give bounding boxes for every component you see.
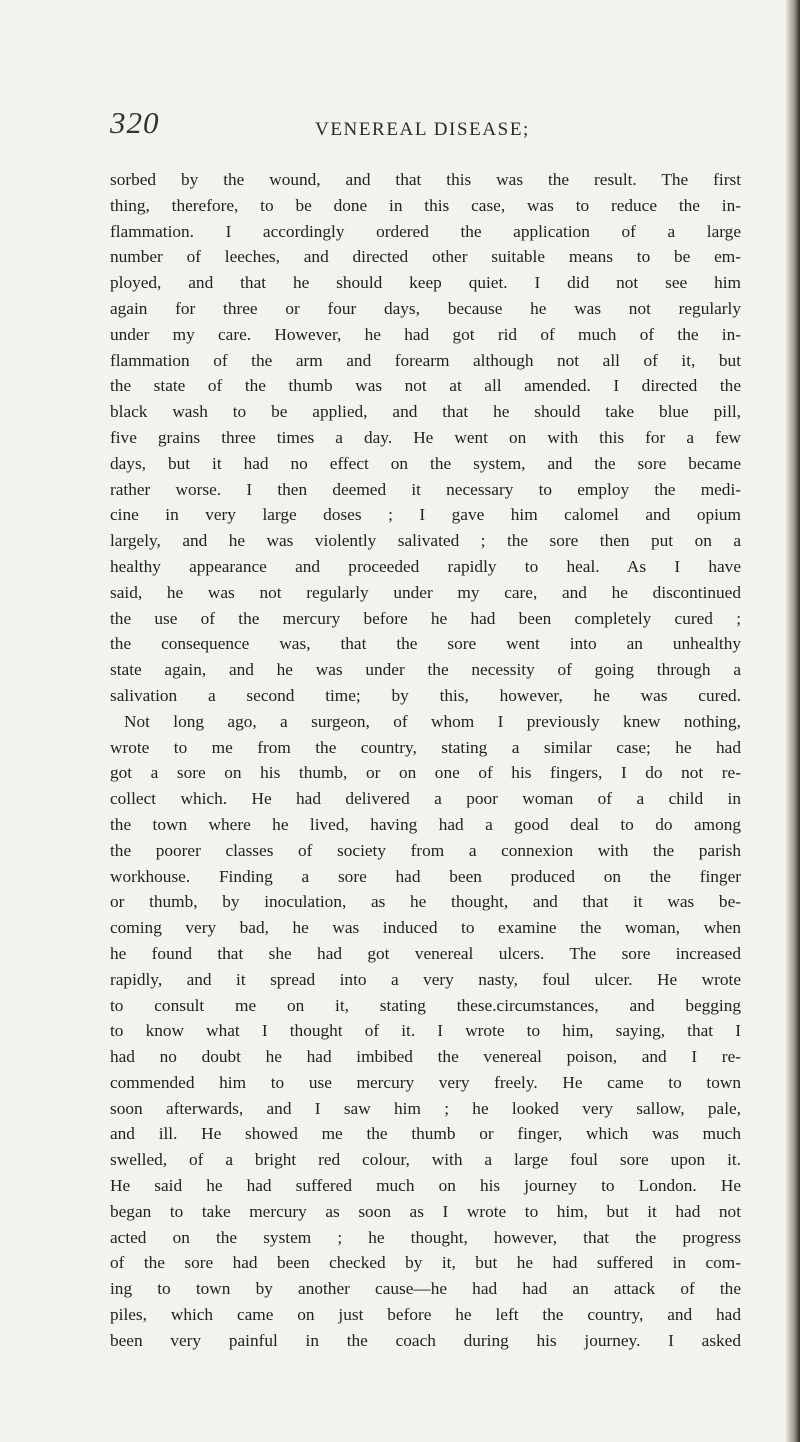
text-line: the town where he lived, having had a good deal to do among	[110, 814, 741, 834]
paragraph	[110, 709, 741, 1354]
running-title: VENEREAL DISEASE;	[315, 119, 530, 140]
text-line: cine in very large doses ; I gave him calomel and opium	[110, 505, 741, 525]
text-line: He said he had suffered much on his journey to London. He	[110, 1176, 741, 1196]
text-line: he found that she had got venereal ulcers. The sore increased	[110, 943, 741, 963]
text-line: and ill. He showed me the thumb or finger, which was much	[110, 1124, 741, 1144]
text-line: largely, and he was violently salivated ; the sore then put on a	[110, 531, 741, 551]
text-line: to consult me on it, stating these.circumstances, and begging	[110, 995, 741, 1015]
text-line: soon afterwards, and I saw him ; he looked very sallow, pale,	[110, 1098, 741, 1118]
text-line: or thumb, by inoculation, as he thought, and that it was be-	[110, 892, 741, 912]
text-line: got a sore on his thumb, or on one of his fingers, I do not re-	[110, 763, 741, 783]
text-line: ing to town by another cause—he had had an attack of the	[110, 1279, 741, 1299]
text-line: thing, therefore, to be done in this case, was to reduce the in-	[110, 195, 741, 215]
text-line: number of leeches, and directed other suitable means to be em-	[110, 247, 741, 267]
text-line: collect which. He had delivered a poor woman of a child in	[110, 789, 741, 809]
text-line: under my care. However, he had got rid of much of the in-	[110, 324, 741, 344]
text-line: rather worse. I then deemed it necessary to employ the medi-	[110, 479, 741, 499]
text-line: swelled, of a bright red colour, with a large foul sore upon it.	[110, 1150, 741, 1170]
text-line: again for three or four days, because he was not regularly	[110, 298, 741, 318]
text-line: healthy appearance and proceeded rapidly to heal. As I have	[110, 556, 741, 576]
text-line: ployed, and that he should keep quiet. I did not see him	[110, 273, 741, 293]
text-line: piles, which came on just before he left the country, and had	[110, 1305, 741, 1325]
body-text	[110, 167, 741, 1354]
text-line: the poorer classes of society from a connexion with the parish	[110, 840, 741, 860]
text-line: began to take mercury as soon as I wrote to him, but it had not	[110, 1201, 741, 1221]
text-line: been very painful in the coach during his journey. I asked	[110, 1330, 741, 1350]
paragraph	[110, 167, 741, 709]
text-line: flammation of the arm and forearm although not all of it, but	[110, 350, 741, 370]
book-spine-edge	[786, 0, 800, 1442]
text-line: Not long ago, a surgeon, of whom I previously knew nothing,	[124, 711, 741, 731]
text-line: workhouse. Finding a sore had been produced on the finger	[110, 866, 741, 886]
text-line: coming very bad, he was induced to examine the woman, when	[110, 918, 741, 938]
text-line: five grains three times a day. He went on with this for a few	[110, 427, 741, 447]
text-line: salivation a second time; by this, however, he was cured.	[110, 685, 741, 705]
text-line: the state of the thumb was not at all amended. I directed the	[110, 376, 741, 396]
text-line: the consequence was, that the sore went into an unhealthy	[110, 634, 741, 654]
text-line: commended him to use mercury very freely. He came to town	[110, 1072, 741, 1092]
text-line: the use of the mercury before he had been completely cured ;	[110, 608, 741, 628]
text-line: of the sore had been checked by it, but he had suffered in com-	[110, 1253, 741, 1273]
text-line: acted on the system ; he thought, however, that the progress	[110, 1227, 741, 1247]
page-header	[110, 105, 710, 145]
text-line: said, he was not regularly under my care, and he discontinued	[110, 582, 741, 602]
text-line: state again, and he was under the necessity of going through a	[110, 660, 741, 680]
text-line: black wash to be applied, and that he should take blue pill,	[110, 402, 741, 422]
text-line: wrote to me from the country, stating a similar case; he had	[110, 737, 741, 757]
text-line: flammation. I accordingly ordered the application of a large	[110, 221, 741, 241]
text-line: days, but it had no effect on the system, and the sore became	[110, 453, 741, 473]
text-line: sorbed by the wound, and that this was the result. The first	[110, 170, 741, 189]
page-number: 320	[110, 105, 160, 140]
text-line: to know what I thought of it. I wrote to him, saying, that I	[110, 1021, 741, 1041]
text-line: had no doubt he had imbibed the venereal poison, and I re-	[110, 1047, 741, 1067]
text-line: rapidly, and it spread into a very nasty, foul ulcer. He wrote	[110, 969, 741, 989]
